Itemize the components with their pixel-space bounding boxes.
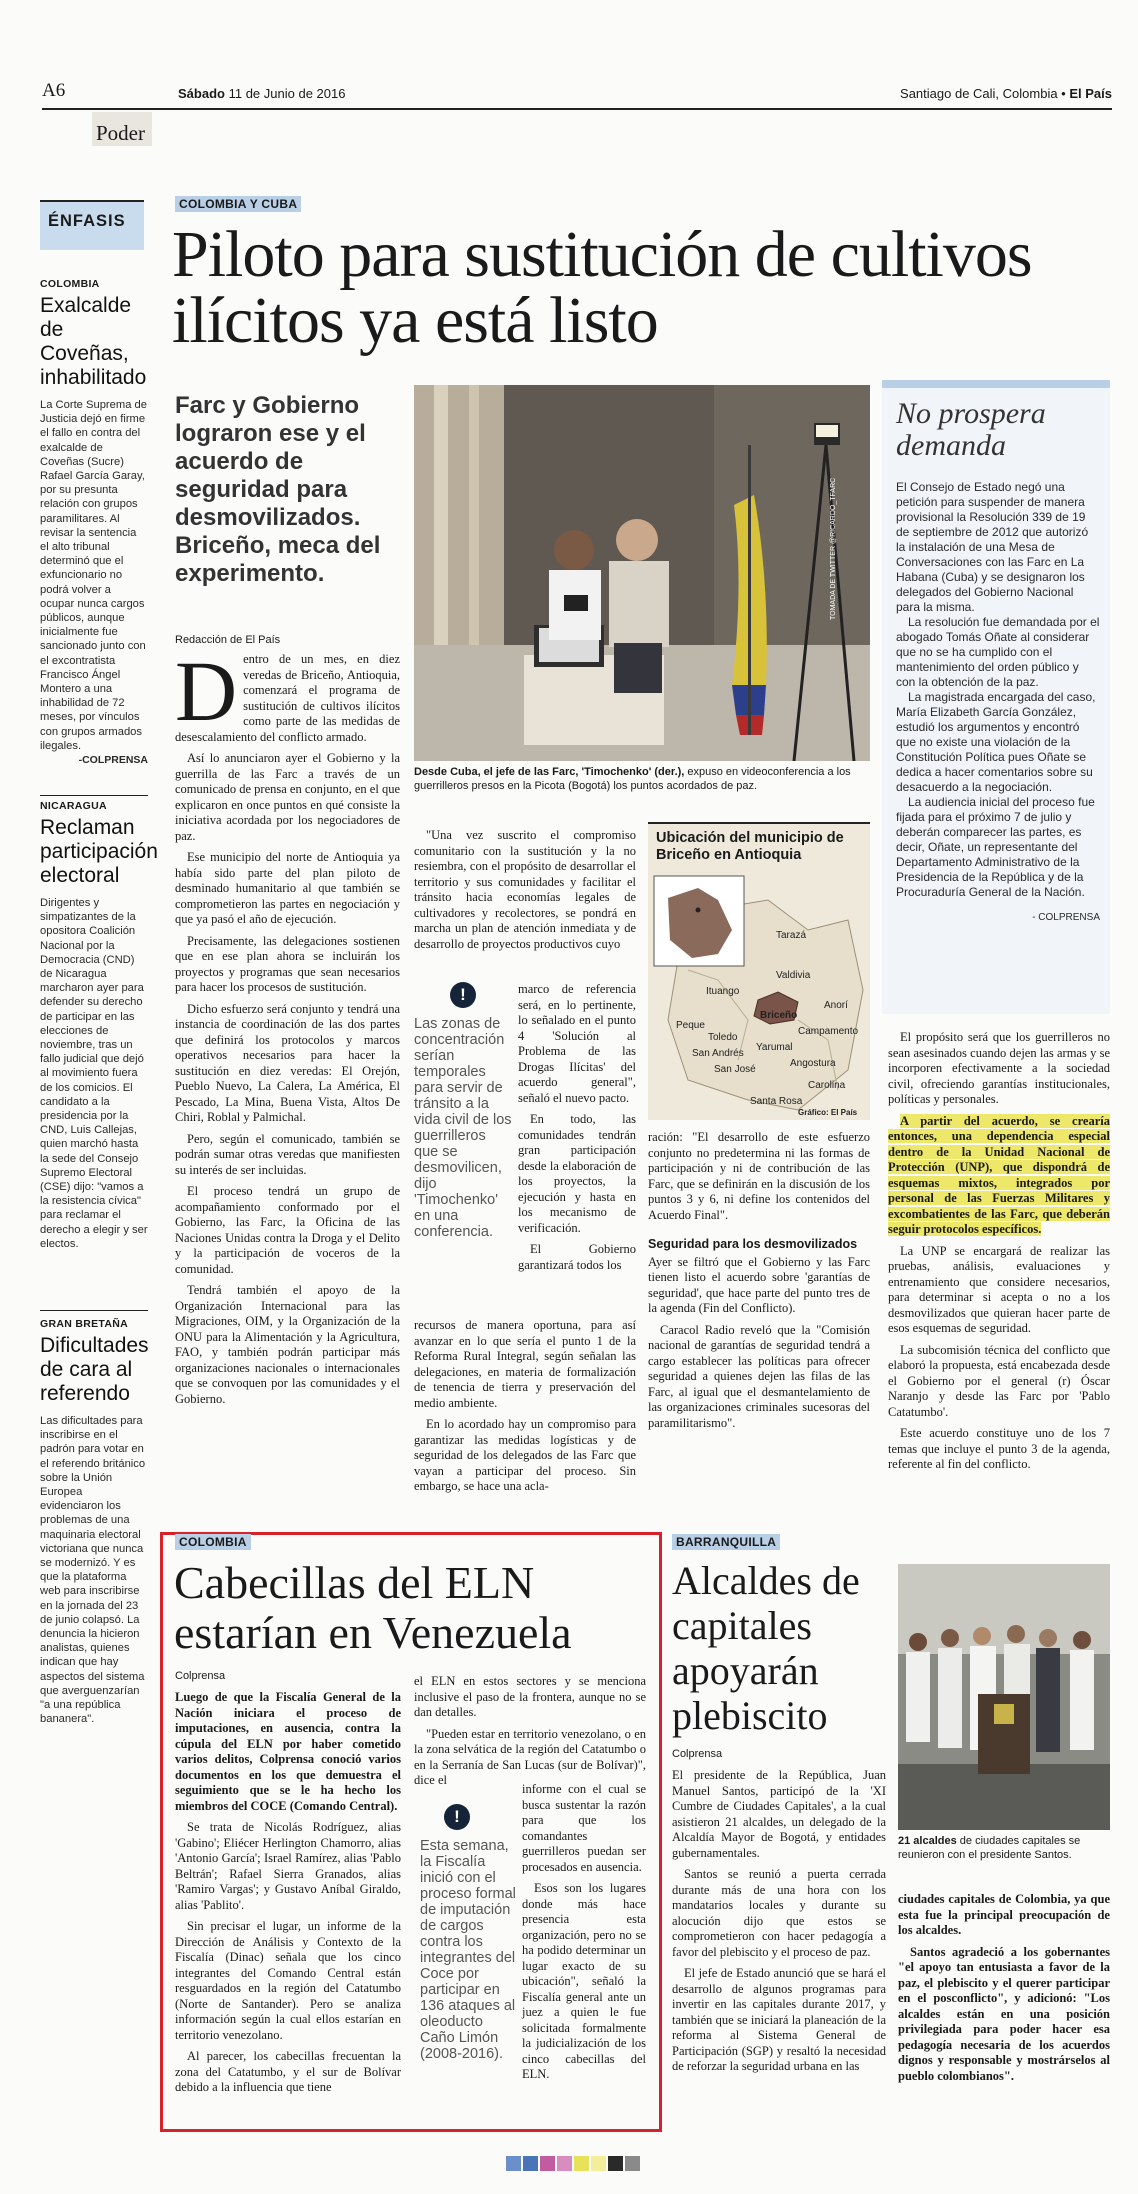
sidebar-kicker: GRAN BRETAÑA	[40, 1318, 128, 1330]
alcaldes-headline: Alcaldes de capitales apoyarán plebiscito	[672, 1558, 860, 1738]
eln-byline: Colprensa	[175, 1670, 226, 1682]
eln-col-2-narrow	[522, 1782, 646, 2089]
sidebar-kicker: COLOMBIA	[40, 278, 100, 290]
main-kicker-wrap	[175, 195, 301, 213]
alcaldes-kicker: BARRANQUILLA	[672, 1534, 780, 1550]
main-col-2-narrow	[518, 982, 636, 1279]
paragraph: Dicho esfuerzo será conjunto y tendrá una instancia de coordinación de las dos partes que definirá los protocolos y marcos operativos necesarios para hacer la sustitución en diez veredas: El Orejón, Pueblo Nuevo, La Calera, La América, El Pescado, La Mina, Buena Vista, Altos De Chiri, Roblal y Palmichal.	[175, 1001, 400, 1124]
map-place: Briceño	[760, 1010, 798, 1021]
main-headline: Piloto para sustitución de cultivos ilícitos ya está listo	[172, 218, 1032, 357]
map-credit: Gráfico: El País	[798, 1108, 858, 1117]
color-swatch	[506, 2156, 521, 2171]
section-label: Poder	[96, 121, 145, 145]
alert-icon: !	[444, 1804, 470, 1830]
paragraph: El Consejo de Estado negó una petición para suspender de manera provisional la Resolución 339 de 19 de septiembre de 2012 que autorizó la instalación de una Mesa de Conversaciones con las Farc en La Habana (Cuba) y se designaron los delegados del Gobierno Nacional para la misma.	[896, 480, 1089, 614]
map-place: Anorí	[824, 1000, 848, 1011]
paragraph: Esos son los lugares donde más hace presencia esta organización, pero no se ha podido determinar un lugar exacto de su ubicación", señaló la Fiscalía general ante un juez a quien le fue solicitada formalmente la judicialización de los cinco cabecillas del ELN.	[522, 1881, 646, 2081]
side-box-body	[896, 480, 1100, 925]
alcaldes-col-1	[672, 1768, 886, 2081]
paragraph: Tendrá también el apoyo de la Organización Internacional para las Migraciones, OIM, y la Organización de la ONU para la Alimentación y la Agricultura, FAO, y también podrán participar más organizaciones nacionales o internacionales que se convoquen por las comunidades y el Gobierno.	[175, 1283, 400, 1406]
paragraph: El jefe de Estado anunció que se hará el desarrollo de algunos programas para invertir en las capitales durante 2017, y también que se iniciará la planeación de la reforma al Sistema General de Participación (SGP) y resaltó la necesidad de reforzar la seguridad urbana en las	[672, 1966, 886, 2073]
paragraph: recursos de manera oportuna, para así avanzar en lo que sería el punto 1 de la Reforma Rural Integral, según señalan las delegaciones, en materia de formalización de tenencia de tierra y preservación del medio ambiente.	[414, 1318, 636, 1410]
side-box-title: No prospera demanda	[896, 397, 1046, 462]
main-col-2-top: "Una vez suscrito el compromiso comunitario con la sustitución y la no resiembra, con el propósito de desarrollar el territorio y sus comunidades y facilitar el tránsito hacia economías legales de cultivadores y recolectores, se pondrá en marcha un plan de atención inmediata y de desarrollo de proyectos productivos cuyo	[414, 828, 636, 951]
alcaldes-caption	[898, 1834, 1110, 1862]
paragraph: La subcomisión técnica del conflicto que elaboró la propuesta, está encabezada desde el Gobierno por el general (r) Óscar Naranjo y desde las Farc por 'Pablo Catatumbo'.	[888, 1342, 1110, 1419]
map-place: Angostura	[790, 1058, 836, 1069]
eln-col-2-top	[414, 1674, 646, 1795]
main-photo	[414, 385, 870, 761]
paragraph: "Pueden estar en territorio venezolano, o en la zona selvática de la región del Catatumbo o en la Serranía de San Lucas (sur de Bolívar)", dice el	[414, 1726, 646, 1787]
paragraph: El proceso tendrá un grupo de acompañamiento conformado por el Gobierno, las Farc, la Oficina de las Naciones Unidas contra la Droga y el Delito y la participación de voceros de la comunidad.	[175, 1184, 400, 1276]
map-place: Campamento	[798, 1026, 859, 1037]
paragraph: Este acuerdo constituye uno de los 7 temas que incluye el punto 3 de la agenda, referente al fin del conflicto.	[888, 1426, 1110, 1471]
main-kicker: COLOMBIA Y CUBA	[175, 196, 301, 212]
paragraph: informe con el cual se busca sustentar la razón para que los comandantes guerrilleros puedan ser procesados en ausencia.	[522, 1782, 646, 1874]
paragraph: entro de un mes, en diez veredas de Briceño, Antioquia, comenzará el programa de sustitución de cultivos ilícitos como parte de las medidas de desescalamiento del conflicto armado.	[175, 652, 400, 744]
paragraph: La magistrada encargada del caso, María Elizabeth García González, estudió los argumentos y encontró que no existe una violación de la Constitución Política pues Oñate se dedica a hacer comentarios sobre su desacuerdo a la negociación.	[896, 690, 1096, 794]
color-swatch	[574, 2156, 589, 2171]
paragraph: El propósito será que los guerrilleros no sean asesinados cuando dejen las armas y se incorporen efectivamente a la sociedad civil, ofreciendo garantías institucionales, políticas y personales.	[888, 1030, 1110, 1106]
paragraph: el ELN en estos sectores y se menciona inclusive el paso de la frontera, aunque no se dan detalles.	[414, 1674, 646, 1719]
sidebar-item	[40, 800, 158, 1251]
color-registration-bar	[506, 2156, 642, 2176]
photo-credit: TOMADA DE TWITTER @RICARDO_TFARC	[830, 477, 837, 620]
sidebar-headline: Reclaman participación electoral	[40, 816, 158, 887]
header-rule	[42, 108, 1112, 110]
byline: - COLPRENSA	[1032, 912, 1100, 923]
map-title: Ubicación del municipio de Briceño en Antioquia	[656, 830, 844, 863]
caption-bold: Desde Cuba, el jefe de las Farc, 'Timochenko' (der.),	[414, 766, 685, 778]
color-swatch	[523, 2156, 538, 2171]
paragraph: Santos agradeció a los gobernantes "el apoyo tan entusiasta a favor de la paz, el plebiscito y el querer participar en el posconflicto", y adicionó: "Los alcaldes están en una posición privilegiada para poder hacer esa pedagogía necesaria de los acuerdos dignos y responsable y mostrárselos al pueblo colombianos".	[898, 1944, 1110, 2083]
paragraph: Al parecer, los cabecillas frecuentan la zona del Catatumbo, y el sur de Bolívar debido a la influencia que tiene	[175, 2049, 401, 2094]
alcaldes-kicker-wrap	[672, 1533, 780, 1551]
eln-headline: Cabecillas del ELN estarían en Venezuela	[174, 1557, 572, 1658]
map-place: Peque	[676, 1020, 705, 1031]
map-place: San Andrés	[692, 1048, 744, 1059]
map-place: Santa Rosa	[750, 1096, 803, 1107]
eln-pull-quote: Esta semana, la Fiscalía inició con el proceso formal de imputación de cargos contra los integrantes del Coce por participar en 136 ataques al oleoducto Caño Limón (2008-2016).	[420, 1838, 516, 2062]
main-col-4	[888, 1030, 1110, 1479]
main-col-2-bottom	[414, 1318, 636, 1501]
alcaldes-photo	[898, 1564, 1110, 1830]
color-swatch	[540, 2156, 555, 2171]
paragraph: Se trata de Nicolás Rodríguez, alias 'Gabino'; Eliécer Herlington Chamorro, alias 'Antonio García'; Israel Ramírez, alias 'Pablo Beltrán'; Rafael Sierra Granados, alias 'Ramiro Vargas'; y Gustavo Aníbal Giraldo, alias 'Pablito'.	[175, 1820, 401, 1912]
alcaldes-byline: Colprensa	[672, 1748, 723, 1760]
paragraph: El Gobierno garantizará todos los	[518, 1242, 636, 1272]
sidebar-byline: -COLPRENSA	[78, 754, 148, 767]
alert-icon: !	[450, 982, 476, 1008]
paragraph: El presidente de la República, Juan Manuel Santos, participó de la 'XI Cumbre de Ciudades Capitales', a la cual asistieron 21 alcaldes, un delegado de la Alcaldía Mayor de Bogotá, y entidades gubernamentales.	[672, 1768, 886, 1860]
paragraph: Pero, según el comunicado, también se podrán sumar otras veredas que manifiesten su interés de ser incluidas.	[175, 1131, 400, 1177]
sidebar-body: Dirigentes y simpatizantes de la opositora Coalición Nacional por la Democracia (CND) de Nicaragua marcharon ayer para defender su derecho de participar en las elecciones de noviembre, tras un fallo judicial que dejó al movimiento fuera de los comicios. El candidato a la presidencia por la CND, Luis Callejas, quien marchó hasta la sede del Consejo Supremo Electoral (CSE) dijo: "vamos a la resistencia cívica" para reclamar el derecho a elegir y ser electos.	[40, 897, 148, 1250]
sidebar-title: ÉNFASIS	[48, 212, 126, 230]
side-box	[882, 380, 1110, 1014]
map-place: Yarumal	[756, 1042, 793, 1053]
paragraph: La UNP se encargará de realizar las pruebas, análisis, evaluaciones y entrenamiento que considere necesarios, para determinar si acepta o no a los desmovilizados que quieran hacer parte de esos esquemas de seguridad.	[888, 1243, 1110, 1335]
paragraph: Precisamente, las delegaciones sostienen que en ese plan ahora se incluirán los proyectos y programas que sean necesarios para hacer los procesos de sustitución.	[175, 933, 400, 994]
map-labels	[648, 868, 870, 1118]
main-byline: Redacción de El País	[175, 634, 281, 646]
sidebar-kicker: NICARAGUA	[40, 800, 107, 812]
color-swatch	[608, 2156, 623, 2171]
drop-cap: D	[175, 643, 238, 739]
color-swatch	[625, 2156, 640, 2171]
main-col-3	[648, 1130, 870, 1437]
paragraph: marco de referencia será, en lo pertinente, lo señalado en el punto 4 'Solución al Problema de las Drogas Ilícitas' del acuerdo general", señaló el nuevo pacto.	[518, 982, 636, 1105]
caption-bold: 21 alcaldes	[898, 1835, 957, 1847]
alcaldes-col-2	[898, 1892, 1110, 2090]
sidebar-headline: Exalcalde de Coveñas, inhabilitado	[40, 294, 147, 389]
main-deck: Farc y Gobierno lograron ese y el acuerdo de seguridad para desmovilizados. Briceño, meca del experimento.	[175, 392, 381, 587]
paragraph: ciudades capitales de Colombia, ya que esta fue la principal preocupación de los alcaldes.	[898, 1892, 1110, 1937]
date-rest: 11 de Junio de 2016	[228, 86, 346, 101]
caption-rest: de ciudades capitales se reunieron con el presidente Santos.	[898, 1835, 1081, 1861]
paragraph: Así lo anunciaron ayer el Gobierno y la guerrilla de las Farc a través de un comunicado de prensa en conjunto, en el que explicaron en once puntos en qué consiste la iniciativa acordada por los negociadores de paz.	[175, 751, 400, 843]
map-place: Tarazá	[776, 930, 807, 941]
pull-quote: Las zonas de concentración serían temporales para servir de tránsito a la vida civil de los guerrilleros que se desmovilicen, dijo 'Timochenko' en una conferencia.	[414, 1016, 512, 1240]
header-date	[178, 86, 345, 101]
paragraph: ración: "El desarrollo de este esfuerzo conjunto no predetermina ni las formas de participación y ni de contribución de las Farc, que se definirán en la discusión de los puntos 3 y 6, ni define los contenidos del Acuerdo Final".	[648, 1130, 870, 1222]
caption-rest: expuso en videoconferencia a los guerrilleros presos en la Picota (Bogotá) los puntos acordados de paz.	[414, 766, 851, 792]
map-place: Toledo	[708, 1032, 738, 1043]
map-place: San José	[714, 1064, 756, 1075]
pull-quote-block	[414, 982, 512, 1240]
eln-col-1	[175, 1690, 401, 2102]
sidebar-divider	[40, 1310, 148, 1311]
sidebar-headline: Dificultades de cara al referendo	[40, 1334, 149, 1405]
page-number: A6	[42, 80, 66, 101]
location-text: Santiago de Cali, Colombia •	[900, 86, 1066, 101]
color-swatch	[557, 2156, 572, 2171]
sidebar-item	[40, 278, 148, 767]
sidebar-item	[40, 1318, 148, 1726]
map-place: Carolina	[808, 1080, 846, 1091]
map-place: Ituango	[706, 986, 740, 997]
sidebar-divider	[40, 795, 148, 796]
paragraph: Caracol Radio reveló que la "Comisión nacional de garantías de seguridad tendrá a cargo establecer las políticas para ofrecer seguridad a quienes dejen las filas de las Farc, al igual que el desmantelamiento de las organizaciones criminales sucesoras del paramilitarismo".	[648, 1322, 870, 1430]
color-swatch	[591, 2156, 606, 2171]
main-photo-caption	[414, 765, 870, 793]
paper-name: El País	[1069, 86, 1112, 101]
date-day: Sábado	[178, 86, 225, 101]
paragraph: En lo acordado hay un compromiso para garantizar las medidas logísticas y de seguridad de los delegados de las Farc que vayan a participar del proceso. Sin embargo, se hace una acla-	[414, 1417, 636, 1493]
paragraph: Santos se reunió a puerta cerrada durante más de una hora con los mandatarios locales y durante su alocución dijo que estos se comprometieron con hacer pedagogía a favor del plebiscito y el proceso de paz.	[672, 1867, 886, 1959]
paragraph-highlighted	[888, 1114, 1110, 1238]
sidebar-body: Las dificultades para inscribirse en el padrón para votar en el referendo británico sobre la Unión Europea evidenciaron los problemas de una maquinaria electoral victoriana que nunca se modernizó. Y es que la plataforma web para inscribirse en la jornada del 23 de junio colapsó. La denuncia la hicieron analistas, quienes indican que hay aspectos del sistema que averguenzarían "a una república bananera".	[40, 1415, 146, 1726]
paragraph: Ayer se filtró que el Gobierno y las Farc tienen listo el acuerdo sobre 'garantías de seguridad', que hace parte del punto tres de la agenda (Fin del Conflicto).	[648, 1254, 870, 1315]
paragraph: Sin precisar el lugar, un informe de la Dirección de Análisis y Contexto de la Fiscalía (Dinac) señala que los cinco integrantes del Comando Central están resguardados en la región del Catatumbo (Norte de Santander). Pero se analiza información según la cual ellos estarían en territorio venezolano.	[175, 1919, 401, 2042]
subhead: Seguridad para los desmovilizados	[648, 1237, 858, 1251]
eln-kicker-wrap	[175, 1533, 251, 1551]
paragraph: En todo, las comunidades tendrán gran participación desde la elaboración de los proyectos, la ejecución y hasta en los mecanismo de verificación.	[518, 1112, 636, 1235]
highlighted-text: A partir del acuerdo, se crearía entonces, una dependencia especial dentro de la Unidad Nacional de Protección (UNP), que dispondrá de esquemas mixtos, integrados por personal de las Fuerzas Militares y excombatientes de las Farc, que deberán seguir protocolos específicos.	[888, 1113, 1110, 1236]
paragraph: La resolución fue demandada por el abogado Tomás Oñate al considerar que no se ha cumplido con el mantenimiento del orden público y con la obtención de la paz.	[896, 615, 1100, 689]
main-col-1	[175, 643, 400, 1413]
sidebar-body: La Corte Suprema de Justicia dejó en firme el fallo en contra del exalcalde de Coveñas (Sucre) Rafael García Garay, por su presunta relación con grupos paramilitares. Al revisar la sentencia el alto tribunal determinó que el exfuncionario no podrá volver a ocupar nunca cargos públicos, aunque inicialmente fue sancionado junto con el excontratista Francisco Ángel Montero a una inhabilidad de 72 meses, por vínculos con grupos armados ilegales.	[40, 399, 147, 752]
eln-pull-block	[420, 1804, 516, 2062]
paragraph: Ese municipio del norte de Antioquia ya había sido parte del plan piloto de desminado humanitario al que también se comprometieron las partes en negociación y que ya pasó el año de ejecución.	[175, 850, 400, 926]
map-place: Valdivia	[776, 970, 811, 981]
eln-kicker: COLOMBIA	[175, 1534, 251, 1550]
paragraph: La audiencia inicial del proceso fue fijada para el próximo 7 de julio y deberán comparecer las partes, es decir, Oñate, un representante del Departamento Administrativo de la Presidencia de la República y de la Procuraduría General de la Nación.	[896, 795, 1095, 899]
paragraph-lead: Luego de que la Fiscalía General de la Nación iniciara el proceso de imputaciones, en ausencia, contra la cúpula del ELN por haber cometido varios delitos, Colprensa conoció varios documentos en los que demuestra el seguimiento que se le ha hecho los miembros del COCE (Comando Central).	[175, 1690, 401, 1813]
header-location	[900, 86, 1112, 101]
mayors-photo	[898, 1564, 1110, 1830]
videoconference-photo	[414, 385, 870, 761]
